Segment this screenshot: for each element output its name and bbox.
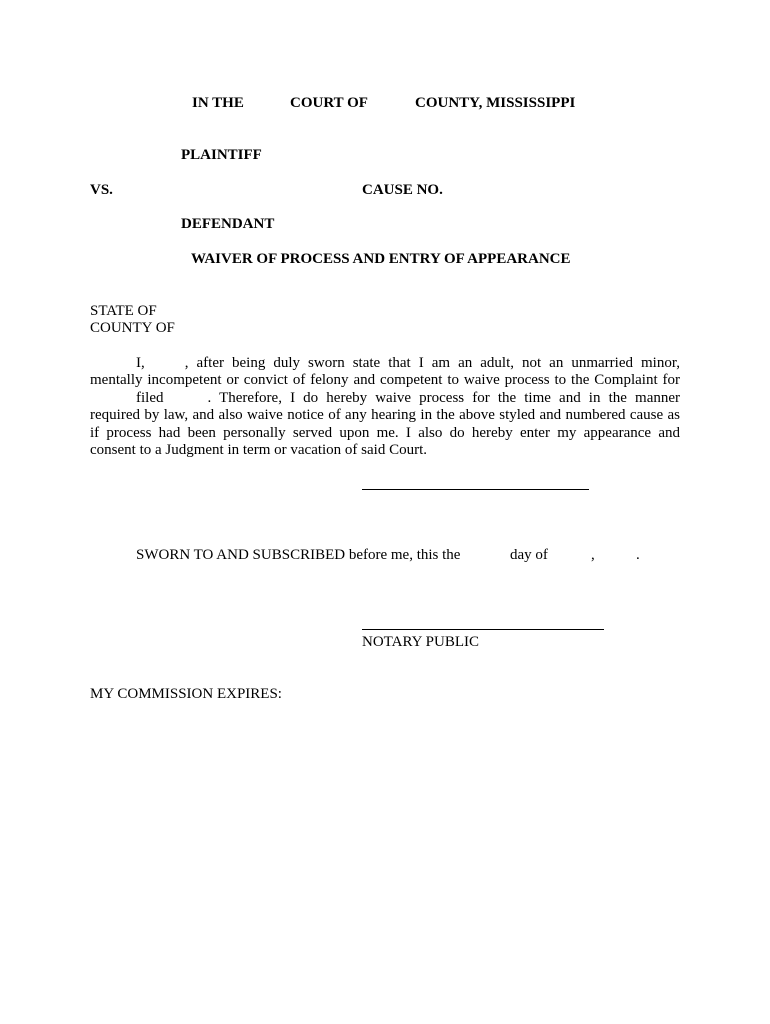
caption-court-of: COURT OF bbox=[290, 95, 368, 111]
paragraph-line-2: mentally incompetent or convict of felony and competent to waive process to the Complaint for bbox=[90, 372, 680, 389]
cause-number-label: CAUSE NO. bbox=[362, 182, 443, 198]
state-of-label: STATE OF bbox=[90, 303, 157, 319]
paragraph-line-1 bbox=[90, 355, 680, 372]
notary-public-label: NOTARY PUBLIC bbox=[362, 634, 480, 650]
jurat-comma: , bbox=[591, 547, 595, 563]
paragraph-line-4: required by law, and also waive notice of any hearing in the above styled and numbered cause as bbox=[90, 407, 680, 424]
plaintiff-label: PLAINTIFF bbox=[181, 147, 262, 163]
day-of-text: day of bbox=[510, 547, 548, 563]
line1-text: , after being duly sworn state that I am an adult, not an unmarried minor, bbox=[184, 355, 680, 371]
sworn-subscribed-text: SWORN TO AND SUBSCRIBED before me, this the bbox=[136, 547, 461, 563]
affiant-prefix: I, bbox=[136, 355, 145, 371]
vs-label: VS. bbox=[90, 182, 113, 198]
affiant-signature-line bbox=[362, 489, 589, 490]
filed-prefix: filed bbox=[136, 389, 164, 406]
paragraph-line-3 bbox=[90, 390, 680, 407]
document-title: WAIVER OF PROCESS AND ENTRY OF APPEARANCE bbox=[191, 251, 571, 267]
commission-expires-label: MY COMMISSION EXPIRES: bbox=[90, 686, 282, 702]
caption-in-the: IN THE bbox=[192, 95, 244, 111]
defendant-label: DEFENDANT bbox=[181, 216, 275, 232]
paragraph-line-5: if process had been personally served upon me. I also do hereby enter my appearance and bbox=[90, 424, 680, 441]
line3-text: . Therefore, I do hereby waive process for the time and in the manner bbox=[207, 389, 680, 406]
affidavit-paragraph bbox=[90, 355, 680, 459]
notary-signature-line bbox=[362, 629, 604, 630]
caption-county-state: COUNTY, MISSISSIPPI bbox=[415, 95, 576, 111]
county-of-label: COUNTY OF bbox=[90, 320, 175, 336]
jurat-period: . bbox=[636, 547, 640, 563]
paragraph-line-6: consent to a Judgment in term or vacation of said Court. bbox=[90, 441, 428, 458]
